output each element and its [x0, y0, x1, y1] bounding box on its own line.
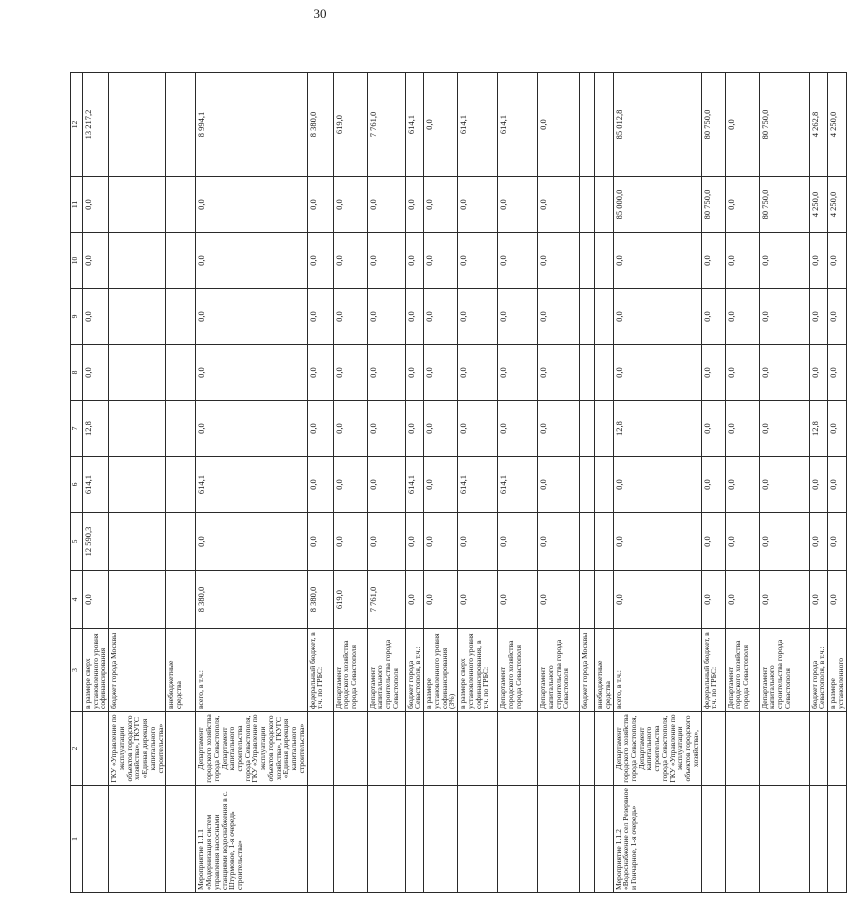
- cell-value: 0,0: [538, 401, 580, 457]
- cell-source: в размере установленного уровня софинансирования (3%): [424, 629, 458, 712]
- column-header: 10: [71, 233, 83, 289]
- cell-value: 0,0: [828, 571, 846, 629]
- cell-value: 0,0: [759, 401, 809, 457]
- cell-value: 0,0: [538, 571, 580, 629]
- cell-value: 0,0: [759, 571, 809, 629]
- cell-value: 0,0: [405, 513, 423, 571]
- rotated-table-container: [70, 73, 845, 893]
- cell-executor: Департамент городского хозяйства города Севастополя, Департамент капитального строительства города Севастополя, ГКУ «Управление по эксплуатации объектов городского хозяйства»,: [613, 712, 701, 786]
- cell-value: 0,0: [828, 457, 846, 513]
- cell-value: [166, 513, 196, 571]
- cell-value: 0,0: [307, 401, 333, 457]
- cell-value: [580, 457, 595, 513]
- cell-value: 0,0: [307, 345, 333, 401]
- cell-value: 0,0: [613, 513, 701, 571]
- cell-executor: Департамент городского хозяйства города Севастополя, Департамент капитального строительства города Севастополя, ГКУ «Управление по эксплуатации объектов городского хозяйства», ГКУГС «Единая дирекция капитального строительства»: [196, 712, 307, 786]
- cell-value: [166, 401, 196, 457]
- cell-value: 0,0: [333, 513, 367, 571]
- cell-value: 0,0: [828, 233, 846, 289]
- cell-executor: [166, 712, 196, 786]
- cell-value: 0,0: [307, 233, 333, 289]
- cell-measure: Мероприятие 1.1.2 «Водоснабжение сел Резервное и Гончарное, 1-я очередь»: [613, 786, 701, 893]
- cell-value: 0,0: [828, 289, 846, 345]
- cell-value: 0,0: [759, 457, 809, 513]
- cell-value: 4 250,0: [828, 73, 846, 177]
- cell-source: федеральный бюджет, в т.ч. по ГРБС:: [307, 629, 333, 712]
- cell-value: 0,0: [367, 345, 405, 401]
- table-row: [166, 73, 196, 893]
- cell-value: 0,0: [538, 233, 580, 289]
- cell-value: 0,0: [725, 177, 759, 233]
- cell-value: 0,0: [725, 233, 759, 289]
- cell-value: 8 380,0: [307, 73, 333, 177]
- cell-value: 0,0: [307, 289, 333, 345]
- cell-value: 0,0: [809, 289, 827, 345]
- cell-value: 85 012,8: [613, 73, 701, 177]
- cell-source: внебюджетные средства: [595, 629, 613, 712]
- column-header: 8: [71, 345, 83, 401]
- cell-value: 0,0: [458, 177, 498, 233]
- cell-value: 0,0: [367, 233, 405, 289]
- cell-measure: [405, 786, 423, 893]
- column-header: 6: [71, 457, 83, 513]
- cell-value: [166, 345, 196, 401]
- cell-value: 0,0: [424, 177, 458, 233]
- cell-source: бюджет города Москвы: [109, 629, 166, 712]
- cell-executor: [701, 712, 725, 786]
- cell-executor: [725, 712, 759, 786]
- table-row: [83, 73, 109, 893]
- cell-value: 0,0: [196, 513, 307, 571]
- cell-source: Департамент городского хозяйства города Севастополя: [498, 629, 538, 712]
- cell-value: [166, 233, 196, 289]
- cell-value: 80 750,0: [759, 73, 809, 177]
- table-row: [725, 73, 759, 893]
- cell-value: 0,0: [367, 513, 405, 571]
- cell-measure: [458, 786, 498, 893]
- cell-value: 0,0: [458, 345, 498, 401]
- cell-measure: [307, 786, 333, 893]
- cell-value: 0,0: [405, 401, 423, 457]
- cell-measure: [166, 786, 196, 893]
- cell-value: 0,0: [196, 177, 307, 233]
- cell-value: 0,0: [458, 289, 498, 345]
- cell-value: 8 380,0: [307, 571, 333, 629]
- cell-value: 0,0: [458, 233, 498, 289]
- cell-value: 0,0: [701, 289, 725, 345]
- cell-value: 614,1: [458, 73, 498, 177]
- cell-value: 0,0: [538, 289, 580, 345]
- cell-value: 614,1: [83, 457, 109, 513]
- cell-value: 0,0: [424, 571, 458, 629]
- cell-executor: [367, 712, 405, 786]
- cell-value: 0,0: [458, 401, 498, 457]
- cell-value: 7 761,0: [367, 73, 405, 177]
- column-header: 2: [71, 712, 83, 786]
- cell-value: [109, 401, 166, 457]
- cell-value: 0,0: [828, 345, 846, 401]
- cell-value: 0,0: [83, 233, 109, 289]
- cell-value: [580, 73, 595, 177]
- cell-value: 0,0: [405, 345, 423, 401]
- table-row: [580, 73, 595, 893]
- cell-source: федеральный бюджет, в т.ч. по ГРБС:: [701, 629, 725, 712]
- cell-measure: [828, 786, 846, 893]
- cell-value: [595, 457, 613, 513]
- cell-value: 80 750,0: [701, 73, 725, 177]
- cell-value: 0,0: [809, 233, 827, 289]
- cell-value: 0,0: [498, 571, 538, 629]
- cell-measure: [809, 786, 827, 893]
- cell-value: [595, 177, 613, 233]
- cell-value: 4 262,8: [809, 73, 827, 177]
- table-row: [367, 73, 405, 893]
- cell-value: [109, 345, 166, 401]
- cell-source: всего, в т.ч.:: [613, 629, 701, 712]
- page-number: 30: [313, 6, 327, 21]
- cell-value: [595, 289, 613, 345]
- cell-value: 12,8: [613, 401, 701, 457]
- table-row: [538, 73, 580, 893]
- table-row: [809, 73, 827, 893]
- cell-value: 0,0: [498, 177, 538, 233]
- cell-source: Департамент капитального строительства города Севастополя: [759, 629, 809, 712]
- cell-value: 0,0: [458, 571, 498, 629]
- cell-value: 0,0: [196, 289, 307, 345]
- table-row: [458, 73, 498, 893]
- cell-value: 0,0: [538, 345, 580, 401]
- cell-source: Департамент капитального строительства города Севастополя: [538, 629, 580, 712]
- cell-source: Департамент капитального строительства города Севастополя: [367, 629, 405, 712]
- cell-value: 0,0: [701, 233, 725, 289]
- cell-measure: [725, 786, 759, 893]
- cell-value: 0,0: [613, 457, 701, 513]
- cell-measure: [701, 786, 725, 893]
- cell-value: 0,0: [424, 457, 458, 513]
- table-row: [613, 73, 701, 893]
- cell-value: 0,0: [367, 177, 405, 233]
- cell-value: 0,0: [759, 289, 809, 345]
- table-row: [307, 73, 333, 893]
- cell-value: 7 761,0: [367, 571, 405, 629]
- cell-value: 12,8: [83, 401, 109, 457]
- cell-measure: [367, 786, 405, 893]
- cell-value: 0,0: [809, 457, 827, 513]
- cell-value: 0,0: [83, 177, 109, 233]
- cell-value: 0,0: [725, 571, 759, 629]
- cell-value: 0,0: [725, 73, 759, 177]
- cell-source: Департамент городского хозяйства города Севастополя: [725, 629, 759, 712]
- cell-value: 0,0: [424, 73, 458, 177]
- cell-value: 0,0: [828, 513, 846, 571]
- cell-value: 8 380,0: [196, 571, 307, 629]
- table-row: [196, 73, 307, 893]
- cell-value: 0,0: [538, 73, 580, 177]
- cell-value: 0,0: [333, 233, 367, 289]
- cell-value: 0,0: [333, 457, 367, 513]
- column-header: 4: [71, 571, 83, 629]
- cell-measure: [595, 786, 613, 893]
- cell-value: 0,0: [538, 177, 580, 233]
- column-header: 5: [71, 513, 83, 571]
- cell-source: внебюджетные средства: [166, 629, 196, 712]
- cell-value: 0,0: [701, 345, 725, 401]
- cell-value: 0,0: [333, 289, 367, 345]
- cell-source: в размере сверх установленного уровня софинансирования: [83, 629, 109, 712]
- cell-value: [595, 73, 613, 177]
- cell-value: [595, 233, 613, 289]
- cell-value: 4 250,0: [828, 177, 846, 233]
- cell-value: 0,0: [424, 513, 458, 571]
- cell-value: 0,0: [759, 513, 809, 571]
- column-header: 3: [71, 629, 83, 712]
- cell-value: 614,1: [498, 73, 538, 177]
- cell-value: [109, 289, 166, 345]
- cell-value: [109, 513, 166, 571]
- table-row: [828, 73, 846, 893]
- cell-executor: [333, 712, 367, 786]
- cell-value: 85 000,0: [613, 177, 701, 233]
- cell-value: 0,0: [809, 513, 827, 571]
- cell-value: 0,0: [405, 233, 423, 289]
- cell-executor: [405, 712, 423, 786]
- cell-value: [166, 73, 196, 177]
- cell-value: 614,1: [405, 73, 423, 177]
- cell-value: 0,0: [83, 571, 109, 629]
- cell-source: в размере установленного: [828, 629, 846, 712]
- cell-source: в размере сверх установленного уровня софинансирования, в т.ч. по ГРБС:: [458, 629, 498, 712]
- table-row: [595, 73, 613, 893]
- cell-value: [166, 289, 196, 345]
- cell-value: [595, 345, 613, 401]
- cell-value: 0,0: [333, 401, 367, 457]
- cell-measure: [333, 786, 367, 893]
- table-row: [405, 73, 423, 893]
- cell-source: бюджет города Севастополя, в т.ч.:: [405, 629, 423, 712]
- cell-value: 0,0: [424, 289, 458, 345]
- cell-value: 12 590,3: [83, 513, 109, 571]
- cell-value: [595, 571, 613, 629]
- cell-value: 619,0: [333, 571, 367, 629]
- cell-value: 0,0: [424, 401, 458, 457]
- cell-value: [580, 345, 595, 401]
- cell-value: 8 994,1: [196, 73, 307, 177]
- cell-value: 13 217,2: [83, 73, 109, 177]
- cell-value: 0,0: [498, 513, 538, 571]
- cell-value: 12,8: [809, 401, 827, 457]
- cell-value: 0,0: [196, 233, 307, 289]
- cell-value: 0,0: [196, 401, 307, 457]
- cell-value: [109, 571, 166, 629]
- cell-value: [166, 571, 196, 629]
- cell-value: [109, 73, 166, 177]
- table-row: [498, 73, 538, 893]
- cell-executor: [307, 712, 333, 786]
- cell-value: [580, 177, 595, 233]
- cell-value: 619,0: [333, 73, 367, 177]
- cell-value: 0,0: [725, 345, 759, 401]
- cell-value: 0,0: [701, 513, 725, 571]
- cell-value: [580, 401, 595, 457]
- cell-measure: [759, 786, 809, 893]
- cell-value: 0,0: [333, 345, 367, 401]
- cell-measure: Мероприятие 1.1.1 «Модернизация систем управления насосными станциями водоснабжения в с. Штурмовое, 1-я очередь строительства»: [196, 786, 307, 893]
- cell-measure: [538, 786, 580, 893]
- cell-value: 0,0: [83, 289, 109, 345]
- table-row: [424, 73, 458, 893]
- cell-value: 0,0: [498, 233, 538, 289]
- cell-measure: [83, 786, 109, 893]
- cell-value: [580, 289, 595, 345]
- cell-value: 0,0: [725, 513, 759, 571]
- cell-executor: [83, 712, 109, 786]
- cell-value: 614,1: [458, 457, 498, 513]
- cell-value: 614,1: [196, 457, 307, 513]
- cell-executor: [580, 712, 595, 786]
- cell-executor: [828, 712, 846, 786]
- cell-value: 0,0: [759, 233, 809, 289]
- cell-value: 0,0: [405, 177, 423, 233]
- cell-executor: [424, 712, 458, 786]
- cell-value: [166, 457, 196, 513]
- cell-value: 0,0: [307, 177, 333, 233]
- cell-value: 0,0: [828, 401, 846, 457]
- cell-value: 0,0: [538, 457, 580, 513]
- cell-value: 0,0: [307, 457, 333, 513]
- cell-value: 0,0: [196, 345, 307, 401]
- cell-value: 0,0: [701, 571, 725, 629]
- cell-value: 0,0: [498, 289, 538, 345]
- table-row: [333, 73, 367, 893]
- cell-value: 80 750,0: [759, 177, 809, 233]
- cell-value: [580, 513, 595, 571]
- cell-value: 0,0: [701, 401, 725, 457]
- cell-value: [109, 177, 166, 233]
- cell-value: 0,0: [424, 345, 458, 401]
- cell-value: 0,0: [307, 513, 333, 571]
- cell-value: 614,1: [405, 457, 423, 513]
- cell-source: всего, в т.ч.:: [196, 629, 307, 712]
- cell-value: 4 250,0: [809, 177, 827, 233]
- cell-executor: [538, 712, 580, 786]
- column-header: 1: [71, 786, 83, 893]
- cell-value: [109, 457, 166, 513]
- cell-value: 0,0: [498, 401, 538, 457]
- cell-executor: [759, 712, 809, 786]
- cell-value: 0,0: [725, 289, 759, 345]
- column-header: 12: [71, 73, 83, 177]
- column-header: 7: [71, 401, 83, 457]
- cell-value: [595, 513, 613, 571]
- cell-value: 0,0: [613, 233, 701, 289]
- budget-table: [70, 72, 847, 893]
- cell-value: 0,0: [725, 457, 759, 513]
- cell-value: 80 750,0: [701, 177, 725, 233]
- cell-value: 0,0: [405, 289, 423, 345]
- table-row: [109, 73, 166, 893]
- cell-value: [580, 571, 595, 629]
- cell-measure: [424, 786, 458, 893]
- table-row: [759, 73, 809, 893]
- cell-executor: [595, 712, 613, 786]
- cell-value: [580, 233, 595, 289]
- cell-measure: [580, 786, 595, 893]
- cell-value: [595, 401, 613, 457]
- cell-value: [166, 177, 196, 233]
- table-header-row: [71, 73, 83, 893]
- cell-value: 0,0: [613, 345, 701, 401]
- cell-value: 0,0: [701, 457, 725, 513]
- cell-value: 0,0: [809, 345, 827, 401]
- cell-value: 0,0: [83, 345, 109, 401]
- cell-value: 0,0: [498, 345, 538, 401]
- cell-value: 0,0: [333, 177, 367, 233]
- cell-value: 0,0: [424, 233, 458, 289]
- cell-executor: ГКУ «Управление по эксплуатации объектов городского хозяйства», ГКУГС «Единая дирекция капитального строительства»: [109, 712, 166, 786]
- cell-value: 0,0: [613, 289, 701, 345]
- cell-value: 0,0: [367, 289, 405, 345]
- cell-measure: [498, 786, 538, 893]
- cell-value: 0,0: [405, 571, 423, 629]
- cell-executor: [458, 712, 498, 786]
- cell-value: 0,0: [613, 571, 701, 629]
- cell-value: 0,0: [809, 571, 827, 629]
- cell-source: бюджет города Москвы: [580, 629, 595, 712]
- cell-source: бюджет города Севастополя, в т.ч.:: [809, 629, 827, 712]
- table-row: [701, 73, 725, 893]
- cell-executor: [498, 712, 538, 786]
- cell-measure: [109, 786, 166, 893]
- column-header: 9: [71, 289, 83, 345]
- cell-executor: [809, 712, 827, 786]
- cell-value: 0,0: [367, 401, 405, 457]
- cell-source: Департамент городского хозяйства города Севастополя: [333, 629, 367, 712]
- cell-value: 0,0: [458, 513, 498, 571]
- cell-value: 0,0: [538, 513, 580, 571]
- cell-value: [109, 233, 166, 289]
- cell-value: 0,0: [759, 345, 809, 401]
- table-body: [83, 73, 847, 893]
- cell-value: 0,0: [725, 401, 759, 457]
- cell-value: 614,1: [498, 457, 538, 513]
- column-header: 11: [71, 177, 83, 233]
- cell-value: 0,0: [367, 457, 405, 513]
